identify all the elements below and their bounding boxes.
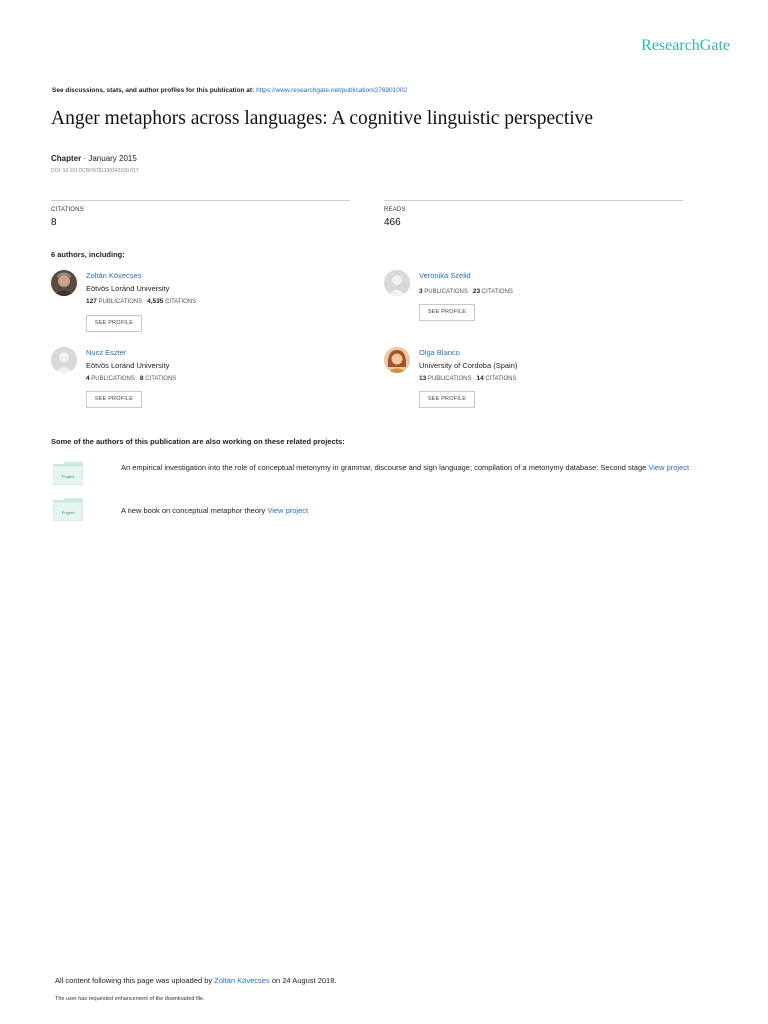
publications-label: PUBLICATIONS bbox=[427, 376, 472, 382]
avatar-placeholder-icon bbox=[51, 347, 77, 373]
author-institution: Eötvös Loránd University bbox=[86, 284, 170, 293]
citations-count: 14 bbox=[476, 375, 484, 382]
discussion-line bbox=[52, 87, 407, 94]
avatar[interactable] bbox=[384, 270, 410, 296]
enhancement-note: The user has requested enhancement of the downloaded file. bbox=[55, 996, 205, 1002]
view-project-link[interactable]: View project bbox=[648, 463, 690, 472]
author-card bbox=[51, 347, 351, 417]
avatar[interactable] bbox=[384, 347, 410, 373]
author-stats bbox=[86, 298, 196, 305]
project-folder-icon[interactable] bbox=[53, 498, 83, 521]
view-project-link[interactable]: View project bbox=[267, 506, 309, 515]
author-card bbox=[384, 347, 684, 417]
avatar[interactable] bbox=[51, 270, 77, 296]
see-profile-button[interactable]: SEE PROFILE bbox=[86, 315, 142, 332]
publication-meta bbox=[51, 154, 137, 163]
citations-count: 8 bbox=[51, 217, 57, 228]
meta-separator: · bbox=[81, 154, 89, 163]
author-institution: Eötvös Loránd University bbox=[86, 361, 170, 370]
see-profile-button[interactable]: SEE PROFILE bbox=[419, 304, 475, 321]
citations-label: CITATIONS bbox=[165, 299, 197, 305]
project-description bbox=[121, 505, 721, 517]
publication-doi: DOI: 10.1017/CBO9781139342100.017 bbox=[51, 168, 139, 174]
author-name[interactable]: Nucz Eszter bbox=[86, 348, 127, 357]
avatar-placeholder-icon bbox=[384, 270, 410, 296]
publications-label: PUBLICATIONS bbox=[98, 299, 143, 305]
publication-url-link[interactable]: https://www.researchgate.net/publication/276901002 bbox=[256, 87, 408, 94]
author-stats bbox=[86, 375, 176, 382]
upload-prefix: All content following this page was uploaded by bbox=[55, 976, 213, 985]
publications-count: 127 bbox=[86, 298, 97, 305]
publication-date: January 2015 bbox=[88, 154, 137, 163]
publications-count: 4 bbox=[86, 375, 90, 382]
author-name[interactable]: Olga Blanco bbox=[419, 348, 460, 357]
avatar[interactable] bbox=[51, 347, 77, 373]
publications-label: PUBLICATIONS bbox=[91, 376, 135, 382]
related-projects-heading: Some of the authors of this publication are also working on these related projects: bbox=[51, 437, 345, 446]
author-card bbox=[384, 270, 684, 340]
project-folder-icon[interactable] bbox=[53, 462, 83, 485]
uploader-link[interactable]: Zoltán Kövecses bbox=[214, 976, 270, 985]
authors-heading: 6 authors, including: bbox=[51, 250, 125, 259]
upload-date: on 24 August 2018. bbox=[271, 976, 337, 985]
author-stats bbox=[419, 288, 513, 295]
project-title: An empirical investigation into the role of conceptual metonymy in grammar, discourse and sign language; compilation of a metonymy database: Second stage bbox=[121, 463, 647, 472]
citations-count: 8 bbox=[139, 375, 144, 382]
publications-count: 3 bbox=[419, 288, 423, 295]
project-icon-label: Project bbox=[61, 474, 75, 479]
citations-count: 23 bbox=[472, 288, 481, 295]
project-description bbox=[121, 462, 721, 474]
see-profile-button[interactable]: SEE PROFILE bbox=[419, 391, 475, 408]
researchgate-logo[interactable]: ResearchGate bbox=[641, 37, 730, 54]
citations-label: CITATIONS bbox=[145, 376, 177, 382]
citations-label: CITATIONS bbox=[481, 289, 513, 295]
citations-divider bbox=[51, 200, 350, 201]
publication-type: Chapter bbox=[51, 154, 82, 163]
citations-count: 4,535 bbox=[147, 298, 164, 305]
author-name[interactable]: Veronika Szelid bbox=[419, 271, 471, 280]
author-stats bbox=[419, 375, 517, 382]
author-name[interactable]: Zoltán Kövecses bbox=[86, 271, 142, 280]
reads-label: READS bbox=[384, 207, 406, 213]
citations-label: CITATIONS bbox=[485, 376, 517, 382]
reads-count: 466 bbox=[384, 217, 401, 228]
reads-divider bbox=[384, 200, 683, 201]
publications-count: 13 bbox=[419, 375, 427, 382]
citations-label: CITATIONS bbox=[51, 207, 84, 213]
author-card bbox=[51, 270, 351, 340]
see-profile-button[interactable]: SEE PROFILE bbox=[86, 391, 142, 408]
project-icon-label: Project bbox=[61, 510, 75, 515]
project-title: A new book on conceptual metaphor theory bbox=[121, 506, 266, 515]
publications-label: PUBLICATIONS bbox=[424, 289, 468, 295]
publication-title: Anger metaphors across languages: A cognitive linguistic perspective bbox=[51, 108, 594, 129]
author-institution: University of Cordoba (Spain) bbox=[419, 361, 518, 370]
upload-info bbox=[55, 976, 336, 985]
discussion-text: See discussions, stats, and author profiles for this publication at: bbox=[52, 87, 255, 94]
